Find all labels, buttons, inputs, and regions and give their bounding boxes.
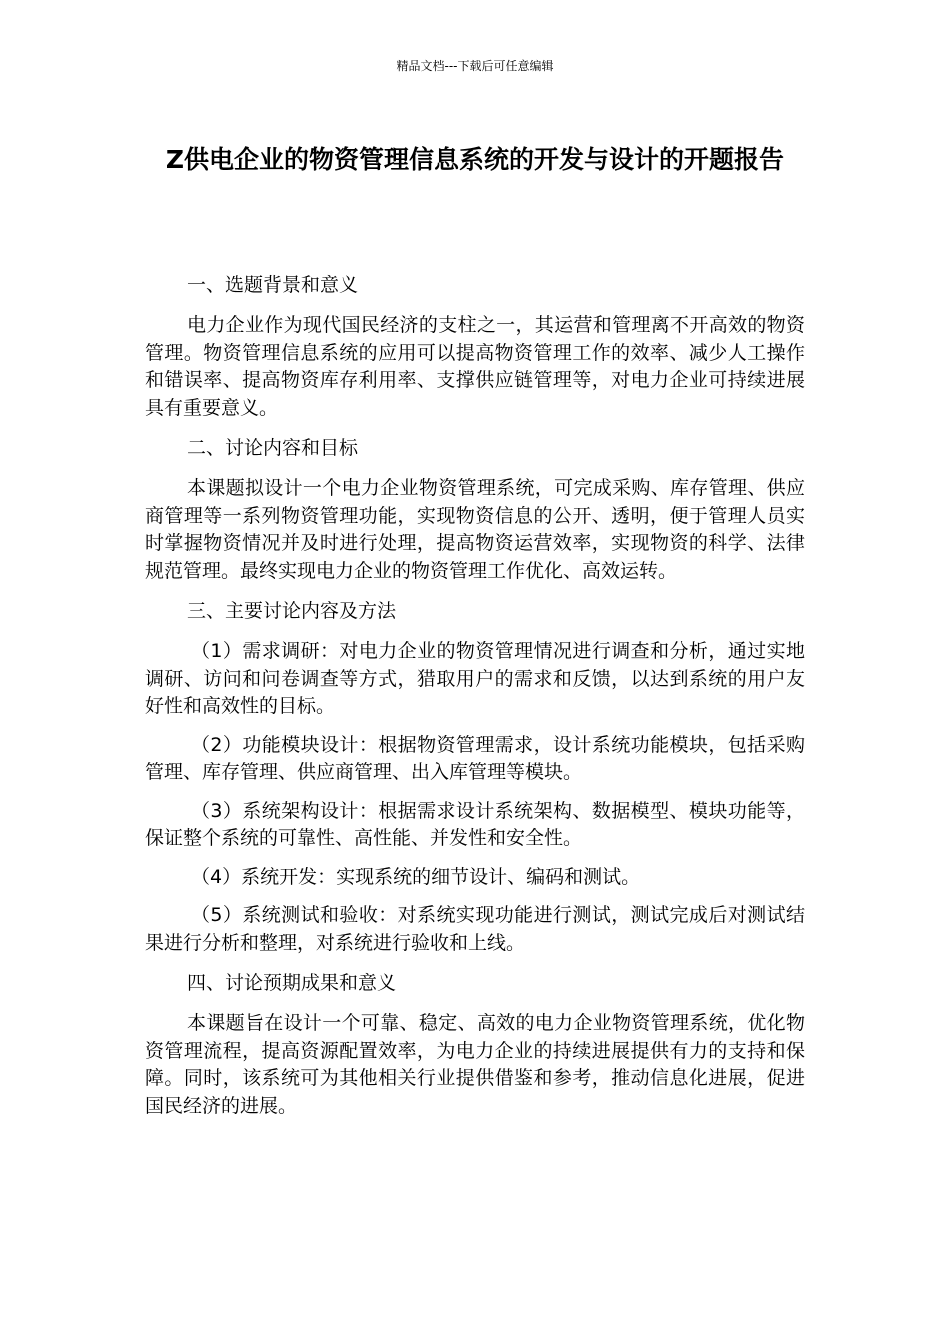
section-heading-methods: 三、主要讨论内容及方法 bbox=[187, 600, 397, 622]
paragraph-method-5: （5）系统测试和验收：对系统实现功能进行测试，测试完成后对测试结果进行分析和整理，对系统进行验收和上线。 bbox=[145, 904, 805, 954]
paragraph-method-3: （3）系统架构设计：根据需求设计系统架构、数据模型、模块功能等，保证整个系统的可靠性、高性能、并发性和安全性。 bbox=[145, 799, 805, 849]
section-heading-background: 一、选题背景和意义 bbox=[187, 274, 359, 296]
paragraph-method-1: （1）需求调研：对电力企业的物资管理情况进行调查和分析，通过实地调研、访问和问卷调查等方式，猎取用户的需求和反馈，以达到系统的用户友好性和高效性的目标。 bbox=[145, 640, 805, 717]
section-heading-goals: 二、讨论内容和目标 bbox=[187, 437, 359, 459]
paragraph-method-4: （4）系统开发：实现系统的细节设计、编码和测试。 bbox=[191, 865, 641, 888]
paragraph-outcomes: 本课题旨在设计一个可靠、稳定、高效的电力企业物资管理系统，优化物资管理流程，提高资源配置效率，为电力企业的持续进展提供有力的支持和保障。同时，该系统可为其他相关行业提供借鉴和参考，推动信息化进展，促进国民经济的进展。 bbox=[145, 1012, 805, 1117]
paragraph-goals: 本课题拟设计一个电力企业物资管理系统，可完成采购、库存管理、供应商管理等一系列物资管理功能，实现物资信息的公开、透明，便于管理人员实时掌握物资情况并及时进行处理，提高物资运营效率，实现物资的科学、法律规范管理。最终实现电力企业的物资管理工作优化、高效运转。 bbox=[145, 477, 805, 582]
header-note: 精品文档---下载后可任意编辑 bbox=[396, 59, 554, 73]
section-heading-outcomes: 四、讨论预期成果和意义 bbox=[187, 972, 397, 994]
document-title: Z供电企业的物资管理信息系统的开发与设计的开题报告 bbox=[165, 145, 785, 174]
paragraph-method-2: （2）功能模块设计：根据物资管理需求，设计系统功能模块，包括采购管理、库存管理、供应商管理、出入库管理等模块。 bbox=[145, 733, 805, 783]
document-body bbox=[145, 270, 805, 1131]
paragraph-background: 电力企业作为现代国民经济的支柱之一，其运营和管理离不开高效的物资管理。物资管理信息系统的应用可以提高物资管理工作的效率、减少人工操作和错误率、提高物资库存利用率、支撑供应链管理等，对电力企业可持续进展具有重要意义。 bbox=[145, 314, 805, 419]
